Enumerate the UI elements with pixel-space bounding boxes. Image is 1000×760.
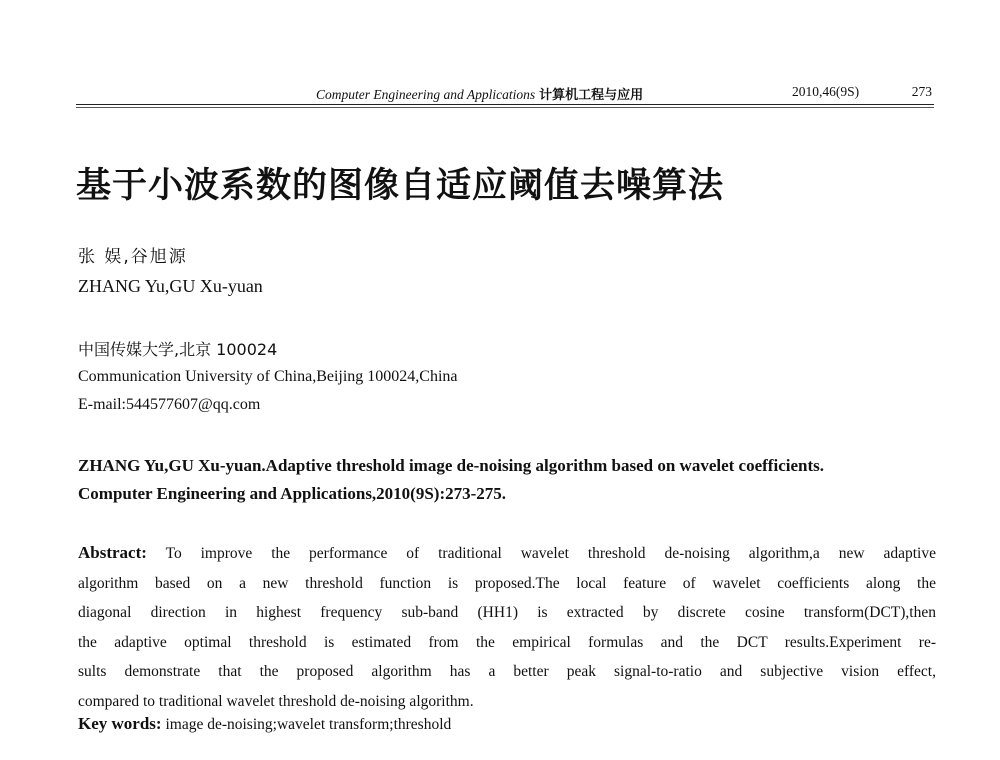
journal-name-cn: 计算机工程与应用 <box>539 88 644 103</box>
abstract-line: compared to traditional wavelet threshold de-noising algorithm. <box>78 692 474 710</box>
journal-name <box>316 84 643 103</box>
abstract-line: sults demonstrate that the proposed algorithm has a better peak signal-to-ratio and subjective vision effect, <box>78 663 936 680</box>
volume-issue: 2010,46(9S) <box>792 84 860 99</box>
affiliation-chinese: 中国传媒大学,北京 100024 <box>78 340 278 359</box>
citation-block <box>78 452 936 508</box>
abstract-text: To improve the performance of traditional wavelet threshold de-noising algorithm,a new adaptive <box>165 545 936 562</box>
abstract-line: algorithm based on a new threshold function is proposed.The local feature of wavelet coefficients along the <box>78 574 936 592</box>
keywords-label: Key words: <box>78 714 162 733</box>
author-email: E-mail:544577607@qq.com <box>78 396 261 413</box>
affiliation-english: Communication University of China,Beijing 100024,China <box>78 368 458 385</box>
header-rule-thin <box>76 107 934 108</box>
authors-chinese: 张 娱,谷旭源 <box>78 247 188 267</box>
abstract-line: diagonal direction in highest frequency sub-band (HH1) is extracted by discrete cosine transform(DCT),then <box>78 604 936 621</box>
abstract-block <box>78 538 936 716</box>
abstract-line: the adaptive optimal threshold is estimated from the empirical formulas and the DCT results.Experiment re- <box>78 633 936 651</box>
authors-english: ZHANG Yu,GU Xu-yuan <box>78 276 263 296</box>
keywords-line <box>78 714 451 734</box>
journal-name-en: Computer Engineering and Applications <box>316 87 536 102</box>
abstract-label: Abstract: <box>78 543 147 562</box>
page-number: 273 <box>911 84 932 99</box>
citation-line: Computer Engineering and Applications,2010(9S):273-275. <box>78 484 507 503</box>
header-rule <box>76 104 934 105</box>
keywords-text: image de-noising;wavelet transform;threshold <box>165 716 452 733</box>
paper-title: 基于小波系数的图像自适应阈值去噪算法 <box>76 165 725 206</box>
running-header <box>76 82 932 104</box>
abstract-line <box>78 538 936 569</box>
citation-line: ZHANG Yu,GU Xu-yuan.Adaptive threshold image de-noising algorithm based on wavelet coefficients. <box>78 456 824 475</box>
